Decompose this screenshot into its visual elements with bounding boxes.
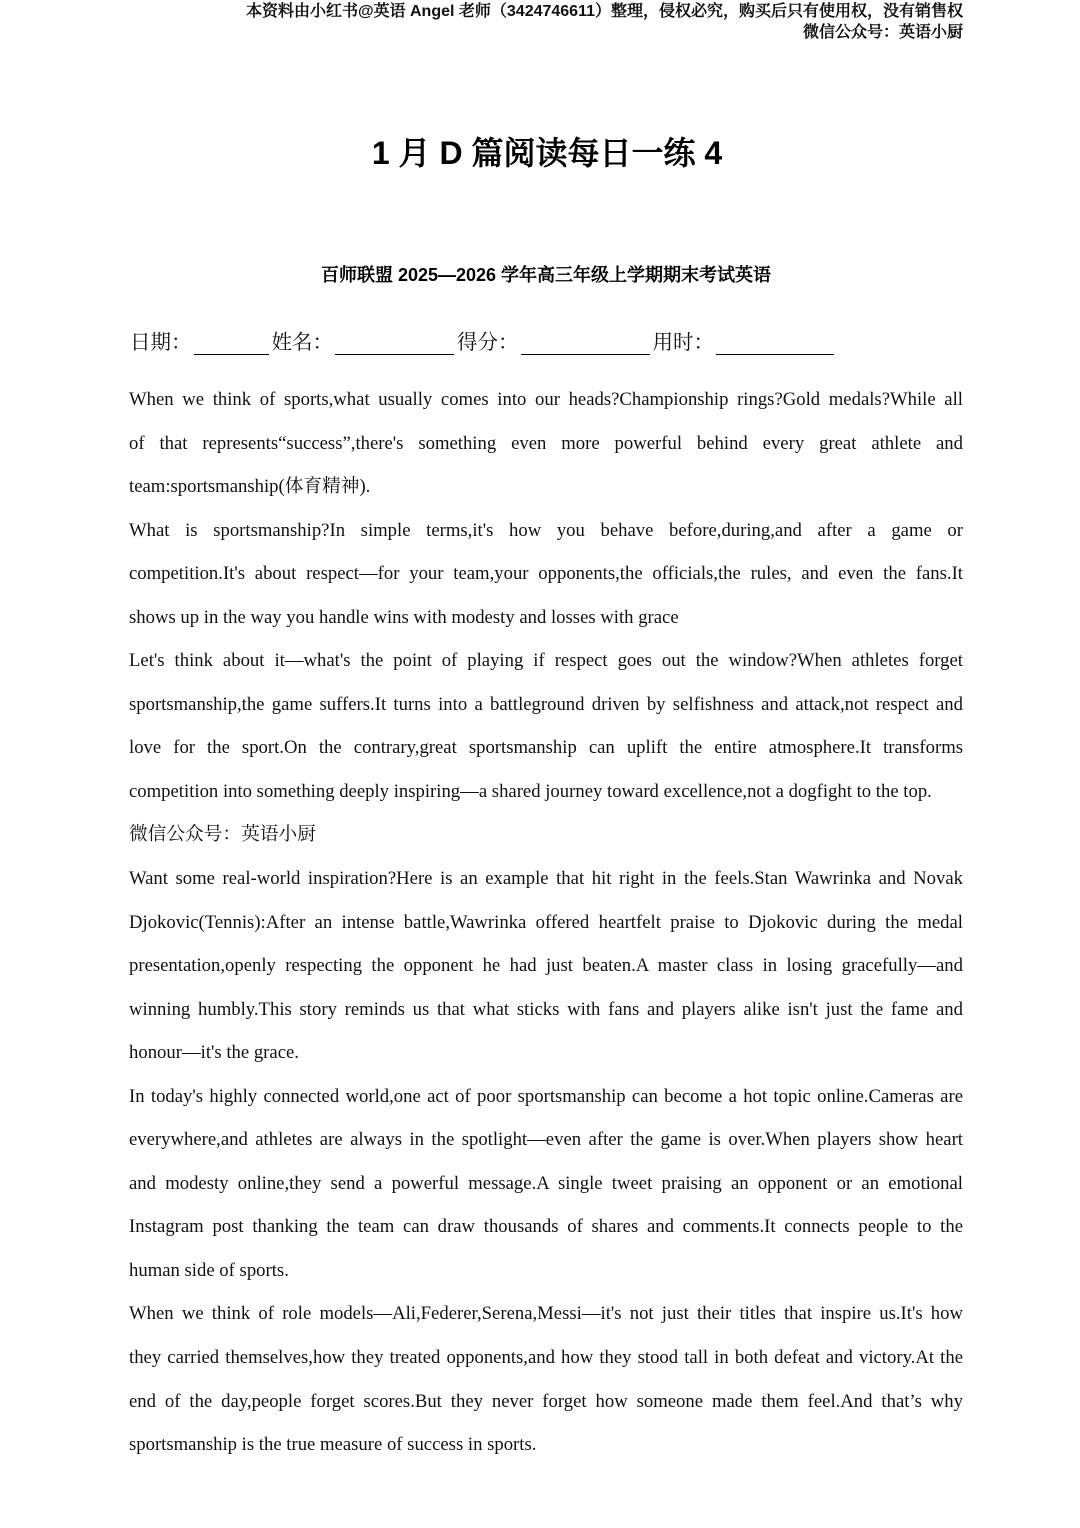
paragraph-4 bbox=[129, 857, 963, 1075]
exam-subtitle: 百师联盟 2025—2026 学年高三年级上学期期末考试英语 bbox=[320, 265, 772, 285]
text-line: honour—it's the grace. bbox=[129, 1042, 299, 1064]
score-blank bbox=[521, 334, 650, 355]
text-line: Djokovic(Tennis):After an intense battle,Wawrinka offered heartfelt praise to Djokovic during the medal bbox=[129, 911, 963, 933]
paragraph-2 bbox=[129, 509, 963, 640]
text-line: When we think of role models—Ali,Federer,Serena,Messi—it's not just their titles that inspire us.It's how bbox=[129, 1303, 963, 1325]
text-line: competition.It's about respect—for your team,your opponents,the officials,the rules, and even the fans.It bbox=[129, 563, 963, 585]
text-line: winning humbly.This story reminds us that what sticks with fans and players alike isn't just the fame and bbox=[129, 998, 963, 1020]
text-line: sportsmanship is the true measure of success in sports. bbox=[129, 1434, 537, 1456]
wechat-account-note: 微信公众号：英语小厨 bbox=[129, 824, 316, 846]
copyright-notice: 本资料由小红书@英语 Angel 老师（3424746611）整理，侵权必究，购买后只有使用权，没有销售权 bbox=[245, 3, 963, 20]
text-line: everywhere,and athletes are always in the spotlight—even after the game is over.When players show heart bbox=[129, 1129, 963, 1151]
text-line: end of the day,people forget scores.But they never forget how someone made them feel.And that’s why bbox=[129, 1390, 963, 1412]
text-line: Let's think about it—what's the point of playing if respect goes out the window?When athletes forget bbox=[129, 650, 963, 672]
text-line: What is sportsmanship?In simple terms,it's how you behave before,during,and after a game or bbox=[129, 519, 963, 541]
name-label: 姓名： bbox=[271, 332, 333, 354]
text-line: presentation,openly respecting the opponent he had just beaten.A master class in losing gracefully—and bbox=[129, 955, 963, 977]
score-label: 得分： bbox=[457, 332, 519, 354]
text-line: sportsmanship,the game suffers.It turns into a battleground driven by selfishness and attack,not respect and bbox=[129, 693, 963, 715]
text-line: they carried themselves,how they treated opponents,and how they stood tall in both defeat and victory.At the bbox=[129, 1347, 963, 1369]
time-blank bbox=[716, 334, 834, 355]
text-line: shows up in the way you handle wins with modesty and losses with grace bbox=[129, 606, 679, 628]
paragraph-6 bbox=[129, 1292, 963, 1466]
paragraph-5 bbox=[129, 1075, 963, 1293]
date-blank bbox=[194, 334, 269, 355]
wechat-account-header: 微信公众号：英语小厨 bbox=[802, 24, 963, 41]
text-line: love for the sport.On the contrary,great sportsmanship can uplift the entire atmosphere.It transforms bbox=[129, 737, 963, 759]
text-line: Want some real-world inspiration?Here is an example that hit right in the feels.Stan Wawrinka and Novak bbox=[129, 868, 963, 890]
info-form-line bbox=[130, 328, 837, 358]
text-line: of that represents“success”,there's something even more powerful behind every great athlete and bbox=[129, 432, 963, 454]
text-line: competition into something deeply inspiring—a shared journey toward excellence,not a dogfight to the top. bbox=[129, 780, 932, 802]
text-line: Instagram post thanking the team can draw thousands of shares and comments.It connects people to the bbox=[129, 1216, 963, 1238]
page-title: 1 月 D 篇阅读每日一练 4 bbox=[371, 135, 723, 171]
text-line: human side of sports. bbox=[129, 1259, 289, 1281]
time-label: 用时： bbox=[652, 332, 714, 354]
reading-passage bbox=[129, 378, 963, 1467]
paragraph-1 bbox=[129, 378, 963, 509]
date-label: 日期： bbox=[130, 332, 192, 354]
paragraph-3 bbox=[129, 639, 963, 813]
name-blank bbox=[335, 334, 454, 355]
text-line: and modesty online,they send a powerful message.A single tweet praising an opponent or an emotional bbox=[129, 1172, 963, 1194]
text-line: In today's highly connected world,one act of poor sportsmanship can become a hot topic online.Cameras are bbox=[129, 1085, 963, 1107]
text-line: When we think of sports,what usually comes into our heads?Championship rings?Gold medals?While all bbox=[129, 389, 963, 410]
text-line: team:sportsmanship(体育精神). bbox=[129, 476, 371, 498]
